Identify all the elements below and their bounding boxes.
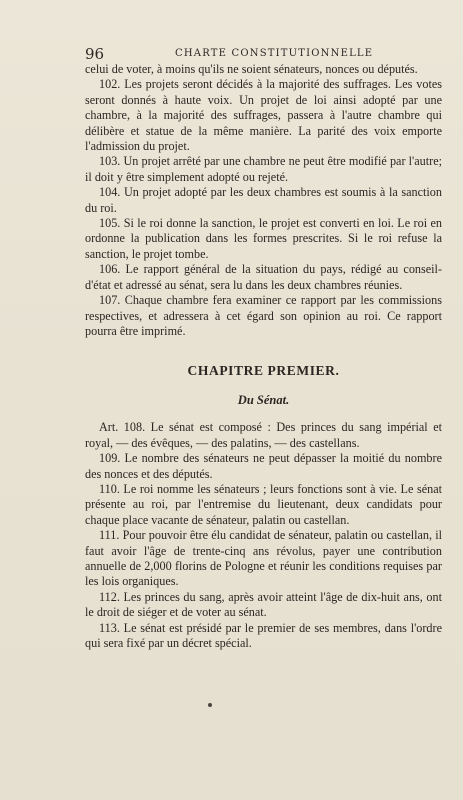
article-107: 107. Chaque chambre fera examiner ce rapport par les commissions respectives, et adressera à cet égard son opinion au roi. Ce rapport pourra être imprimé.: [85, 293, 442, 338]
article-110: 110. Le roi nomme les sénateurs ; leurs fonctions sont à vie. Le sénat présente au roi, par l'entremise du lieutenant, deux candidats pour chaque place vacante de sénateur, palatin ou castellan.: [85, 481, 442, 527]
article-103: 103. Un projet arrêté par une chambre ne peut être modifié par l'autre; il doit y être simplement adopté ou rejeté.: [85, 154, 442, 184]
article-104: 104. Un projet adopté par les deux chambres est soumis à la sanction du roi.: [85, 185, 442, 215]
article-108: Art. 108. Le sénat est composé : Des princes du sang impérial et royal, — des évêques, — des palatins, — des castellans.: [85, 420, 442, 450]
section-title: Du Sénat.: [237, 393, 290, 408]
article-111: 111. Pour pouvoir être élu candidat de sénateur, palatin ou castellan, il faut avoir l'âge de trente-cinq ans révolus, payer une contribution annuelle de 2,000 florins de Pologne et réunir les conditions requises par les lois organiques.: [85, 528, 442, 589]
article-106: 106. Le rapport général de la situation du pays, rédigé au conseil-d'état et adressé au sénat, sera lu dans les deux chambres réunies.: [85, 262, 442, 292]
printer-mark-dot: [208, 703, 212, 707]
article-109: 109. Le nombre des sénateurs ne peut dépasser la moitié du nombre des nonces et des députés.: [85, 451, 442, 481]
article-112: 112. Les princes du sang, après avoir atteint l'âge de dix-huit ans, ont le droit de siéger et de voter au sénat.: [85, 589, 442, 620]
chapter-title: CHAPITRE PREMIER.: [187, 363, 340, 379]
article-113: 113. Le sénat est présidé par le premier de ses membres, dans l'ordre qui sera fixé par un décret spécial.: [85, 620, 442, 650]
page-header: [85, 44, 445, 64]
article-102: 102. Les projets seront décidés à la majorité des suffrages. Les votes seront donnés à haute voix. Un projet de loi ainsi adopté par une chambre, à la majorité des suffrages, passera à l'autre chambre qui délibère et statue de la même manière. La parité des voix emporte l'admission du projet.: [85, 77, 442, 154]
paragraph-continuation: celui de voter, à moins qu'ils ne soient sénateurs, nonces ou députés.: [85, 62, 418, 76]
page-number: 96: [85, 45, 105, 63]
article-105: 105. Si le roi donne la sanction, le projet est converti en loi. Le roi en ordonne la publication dans les formes prescrites. Si le roi refuse la sanction, le projet tombe.: [85, 216, 442, 261]
body-text: [85, 62, 442, 651]
running-title: CHARTE CONSTITUTIONNELLE: [175, 48, 374, 59]
